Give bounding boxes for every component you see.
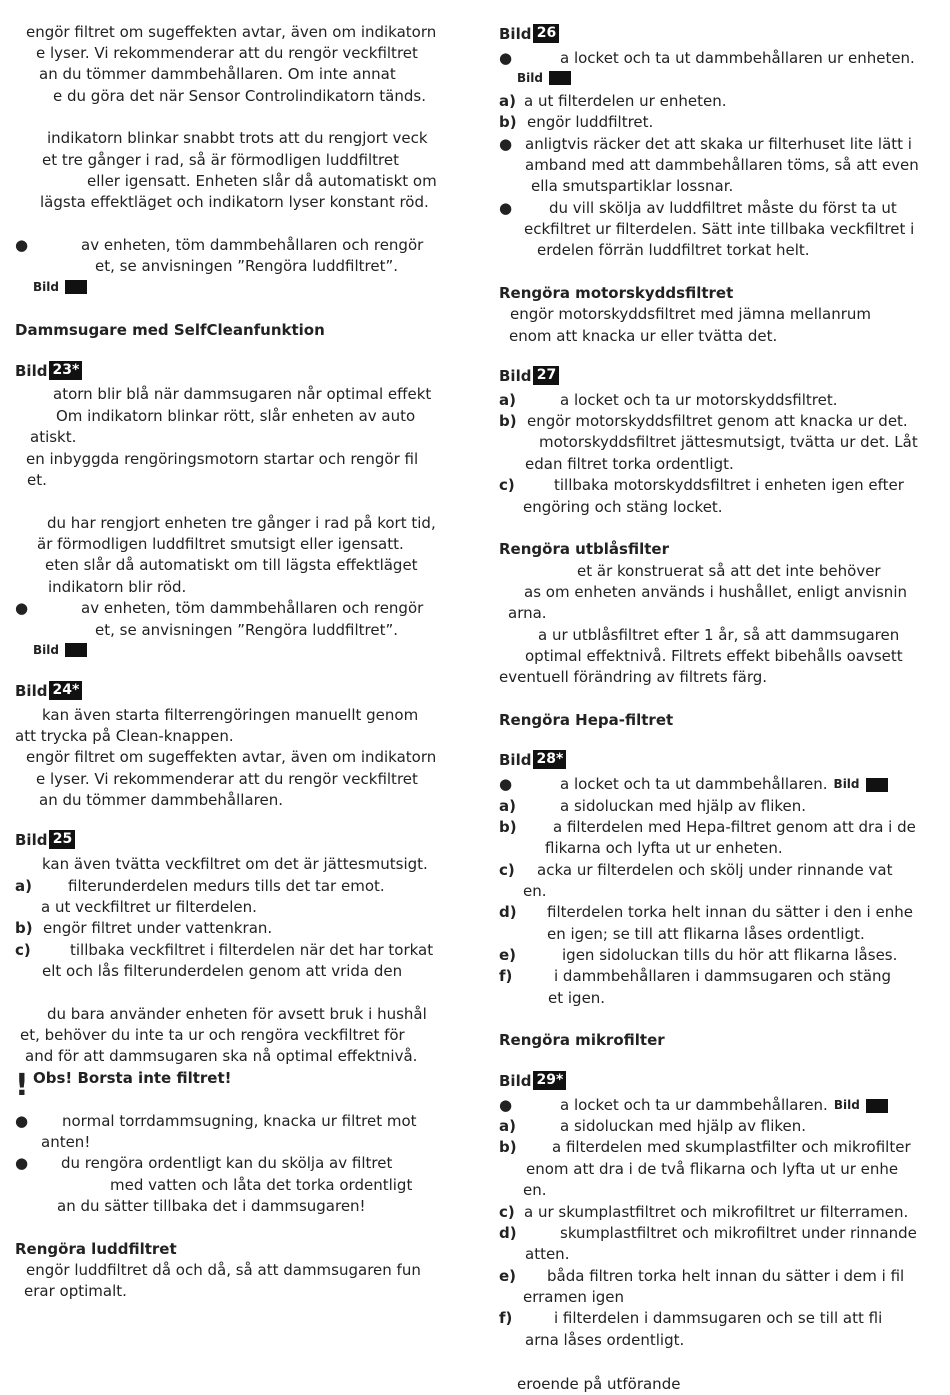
figure-number: 29*: [533, 1071, 566, 1090]
bullet-text: du vill skölja av luddfiltret måste du först ta ut: [549, 199, 897, 217]
paragraph-line: du har rengjort enheten tre gånger i rad på kort tid,: [47, 514, 436, 532]
figure-ref-word: Bild: [517, 71, 543, 85]
step-text: edan filtret torka ordentligt.: [525, 455, 734, 473]
step-text: motorskyddsfiltret jättesmutsigt, tvätta ur det. Låt: [539, 433, 918, 451]
step-label: b): [499, 1138, 517, 1156]
step-label: a): [499, 391, 516, 409]
step-text: filterdelen torka helt innan du sätter i den i enhe: [547, 903, 913, 921]
bullet-text: an du sätter tillbaka det i dammsugaren!: [57, 1197, 366, 1215]
bullet-icon: ●: [15, 1154, 29, 1172]
step-label: b): [499, 412, 517, 430]
bullet-text: anligtvis räcker det att skaka ur filterhuset lite lätt i: [525, 135, 912, 153]
step-label: c): [499, 1203, 515, 1221]
figure-number: 23*: [49, 361, 82, 380]
paragraph-line: atorn blir blå när dammsugaren når optimal effekt: [53, 385, 432, 403]
step-text: elt och lås filterunderdelen genom att vrida den: [42, 962, 403, 980]
paragraph-line: är förmodligen luddfiltret smutsigt eller igensatt.: [37, 535, 404, 553]
paragraph-line: du bara använder enheten för avsett bruk i hushål: [47, 1005, 427, 1023]
paragraph-line: e lyser. Vi rekommenderar att du rengör veckfiltret: [36, 44, 418, 62]
paragraph-line: engör filtret om sugeffekten avtar, även om indikatorn: [26, 748, 437, 766]
figure-ref: [15, 361, 82, 380]
step-text: en igen; se till att flikarna låses ordentligt.: [547, 925, 865, 943]
figure-number: 24*: [49, 681, 82, 700]
figure-ref-word: Bild: [499, 751, 532, 769]
paragraph-line: en inbyggda rengöringsmotorn startar och rengör fil: [26, 450, 419, 468]
paragraph-line: indikatorn blinkar snabbt trots att du rengjort veck: [47, 129, 428, 147]
step-text: flikarna och lyfta ut ur enheten.: [545, 839, 783, 857]
step-text: skumplastfiltret och mikrofiltret under rinnande: [560, 1224, 917, 1242]
section-heading: Rengöra motorskyddsfiltret: [499, 284, 734, 302]
paragraph-line: et, behöver du inte ta ur och rengöra veckfiltret för: [20, 1026, 405, 1044]
bullet-text: ella smutspartiklar lossnar.: [531, 177, 734, 195]
step-label: b): [499, 818, 517, 836]
paragraph-line: et tre gånger i rad, så är förmodligen luddfiltret: [42, 151, 399, 169]
paragraph-line: as om enheten används i hushållet, enligt anvisnin: [524, 583, 907, 601]
step-text: i filterdelen i dammsugaren och se till att fli: [554, 1309, 883, 1327]
step-label: e): [499, 946, 517, 964]
bullet-text: erdelen förrän luddfiltret torkat helt.: [537, 241, 810, 259]
paragraph-line: e lyser. Vi rekommenderar att du rengör veckfiltret: [36, 770, 418, 788]
step-label: c): [499, 861, 515, 879]
warning-icon: !: [15, 1068, 29, 1103]
footnote: eroende på utförande: [517, 1375, 681, 1393]
bullet-text-content: a locket och ta ut dammbehållaren.: [560, 775, 828, 793]
step-text: engöring och stäng locket.: [523, 498, 723, 516]
step-text: filterunderdelen medurs tills det tar emot.: [68, 877, 385, 895]
figure-number-box: [549, 71, 571, 85]
section-heading: Rengöra luddfiltret: [15, 1240, 177, 1258]
paragraph-line: et.: [27, 471, 47, 489]
bullet-text: a locket och ta ut dammbehållaren ur enheten.: [560, 49, 915, 67]
bullet-icon: ●: [15, 599, 29, 617]
bullet-text: eckfiltret ur filterdelen. Sätt inte tillbaka veckfiltret i: [524, 220, 915, 238]
figure-number-box: [866, 1099, 888, 1113]
step-label: a): [499, 1117, 516, 1135]
step-text: a sidoluckan med hjälp av fliken.: [560, 1117, 807, 1135]
step-text: acka ur filterdelen och skölj under rinnande vat: [537, 861, 893, 879]
section-heading: Rengöra utblåsfilter: [499, 540, 669, 558]
step-text: engör luddfiltret.: [527, 113, 654, 131]
paragraph-line: optimal effektnivå. Filtrets effekt bibehålls oavsett: [525, 647, 903, 665]
step-label: b): [499, 113, 517, 131]
step-text: i dammbehållaren i dammsugaren och stäng: [554, 967, 892, 985]
step-label: e): [499, 1267, 517, 1285]
figure-ref-word: Bild: [15, 682, 48, 700]
figure-ref-word: Bild: [833, 1098, 860, 1112]
paragraph-line: engör filtret om sugeffekten avtar, även om indikatorn: [26, 23, 437, 41]
paragraph-line: a ur utblåsfiltret efter 1 år, så att dammsugaren: [538, 626, 900, 644]
figure-ref-word: Bild: [15, 362, 48, 380]
step-text: a sidoluckan med hjälp av fliken.: [560, 797, 807, 815]
paragraph-line: kan även starta filterrengöringen manuellt genom: [42, 706, 419, 724]
paragraph-line: an du tömmer dammbehållaren. Om inte annat: [39, 65, 396, 83]
bullet-text: [560, 774, 888, 795]
figure-ref-small: [834, 774, 888, 795]
figure-number: 25: [49, 830, 75, 849]
step-label: c): [15, 941, 31, 959]
figure-ref: [15, 830, 75, 849]
figure-ref: [499, 24, 559, 43]
step-label: a): [499, 797, 516, 815]
step-text: igen sidoluckan tills du hör att flikarna låses.: [562, 946, 898, 964]
paragraph-line: arna.: [508, 604, 547, 622]
paragraph-line: lägsta effektläget och indikatorn lyser konstant röd.: [40, 193, 429, 211]
bullet-icon: ●: [499, 1096, 513, 1114]
figure-ref: [499, 1071, 566, 1090]
step-label: d): [499, 903, 517, 921]
step-text: arna låses ordentligt.: [525, 1331, 685, 1349]
paragraph-line: an du tömmer dammbehållaren.: [39, 791, 283, 809]
step-text: enom att dra i de två flikarna och lyfta ut ur enhe: [526, 1160, 899, 1178]
bullet-icon: ●: [15, 236, 29, 254]
paragraph-line: and för att dammsugaren ska nå optimal effektnivå.: [25, 1047, 418, 1065]
step-text: a ut veckfiltret ur filterdelen.: [41, 898, 257, 916]
bullet-text: amband med att dammbehållaren töms, så att even: [525, 156, 919, 174]
step-text: a ut filterdelen ur enheten.: [524, 92, 727, 110]
bullet-text: av enheten, töm dammbehållaren och rengör: [81, 599, 424, 617]
figure-ref-word: Bild: [33, 643, 59, 657]
step-text: en.: [523, 1181, 547, 1199]
bullet-text: normal torrdammsugning, knacka ur filtret mot: [62, 1112, 417, 1130]
figure-ref: [499, 366, 559, 385]
paragraph-line: kan även tvätta veckfiltret om det är jättesmutsigt.: [42, 855, 428, 873]
step-text: engör motorskyddsfiltret genom att knacka ur det.: [527, 412, 908, 430]
paragraph-line: Om indikatorn blinkar rött, slår enheten av auto: [56, 407, 416, 425]
paragraph-line: atiskt.: [30, 428, 77, 446]
step-label: c): [499, 476, 515, 494]
paragraph-line: et är konstruerat så att det inte behöver: [577, 562, 881, 580]
figure-ref-small: [517, 71, 571, 85]
bullet-icon: ●: [499, 199, 513, 217]
figure-ref-word: Bild: [499, 367, 532, 385]
paragraph-line: erar optimalt.: [24, 1282, 127, 1300]
figure-ref-small: [33, 280, 87, 294]
bullet-text: med vatten och låta det torka ordentligt: [110, 1176, 413, 1194]
paragraph-line: e du göra det när Sensor Controlindikatorn tänds.: [53, 87, 426, 105]
figure-ref-word: Bild: [15, 831, 48, 849]
step-text: tillbaka motorskyddsfiltret i enheten igen efter: [554, 476, 904, 494]
bullet-icon: ●: [499, 775, 513, 793]
bullet-text: et, se anvisningen ”Rengöra luddfiltret”.: [95, 621, 399, 639]
paragraph-line: enom att knacka ur eller tvätta det.: [509, 327, 778, 345]
bullet-text: du rengöra ordentligt kan du skölja av filtret: [61, 1154, 393, 1172]
step-label: a): [499, 92, 516, 110]
step-text: atten.: [525, 1245, 570, 1263]
step-text: a filterdelen med Hepa-filtret genom att dra i de: [553, 818, 916, 836]
step-text: engör filtret under vattenkran.: [43, 919, 273, 937]
figure-number: 26: [533, 24, 559, 43]
bullet-text: av enheten, töm dammbehållaren och rengör: [81, 236, 424, 254]
figure-number-box: [65, 643, 87, 657]
warning-text: Obs! Borsta inte filtret!: [33, 1069, 232, 1087]
step-text: båda filtren torka helt innan du sätter i dem i fil: [547, 1267, 905, 1285]
bullet-text: [560, 1095, 888, 1116]
step-text: erramen igen: [523, 1288, 625, 1306]
bullet-icon: ●: [499, 135, 513, 153]
step-label: b): [15, 919, 33, 937]
step-text: tillbaka veckfiltret i filterdelen när det har torkat: [70, 941, 434, 959]
step-label: a): [15, 877, 32, 895]
step-text: a filterdelen med skumplastfilter och mikrofilter: [552, 1138, 911, 1156]
figure-ref: [499, 750, 566, 769]
step-text: a ur skumplastfiltret och mikrofiltret ur filterramen.: [524, 1203, 909, 1221]
figure-number: 28*: [533, 750, 566, 769]
figure-ref-word: Bild: [499, 25, 532, 43]
bullet-text: anten!: [41, 1133, 91, 1151]
bullet-text-content: a locket och ta ur dammbehållaren.: [560, 1096, 828, 1114]
bullet-icon: ●: [15, 1112, 29, 1130]
figure-ref-small: [834, 1095, 888, 1116]
paragraph-line: eller igensatt. Enheten slår då automatiskt om: [87, 172, 437, 190]
step-text: en.: [523, 882, 547, 900]
paragraph-line: engör luddfiltret då och då, så att dammsugaren fun: [26, 1261, 421, 1279]
step-label: f): [499, 1309, 513, 1327]
bullet-text: et, se anvisningen ”Rengöra luddfiltret”.: [95, 257, 399, 275]
section-heading: Dammsugare med SelfCleanfunktion: [15, 321, 325, 339]
paragraph-line: engör motorskyddsfiltret med jämna mellanrum: [510, 305, 872, 323]
paragraph-line: indikatorn blir röd.: [48, 578, 187, 596]
figure-ref-small: [33, 643, 87, 657]
figure-ref-word: Bild: [33, 280, 59, 294]
figure-ref-word: Bild: [499, 1072, 532, 1090]
figure-number-box: [65, 280, 87, 294]
figure-number: 27: [533, 366, 559, 385]
section-heading: Rengöra Hepa-filtret: [499, 711, 674, 729]
step-label: f): [499, 967, 513, 985]
figure-ref: [15, 681, 82, 700]
figure-ref-word: Bild: [833, 777, 860, 791]
step-text: a locket och ta ur motorskyddsfiltret.: [560, 391, 838, 409]
paragraph-line: att trycka på Clean-knappen.: [15, 727, 234, 745]
step-label: d): [499, 1224, 517, 1242]
step-text: et igen.: [548, 989, 606, 1007]
figure-number-box: [866, 778, 888, 792]
section-heading: Rengöra mikrofilter: [499, 1031, 665, 1049]
paragraph-line: eten slår då automatiskt om till lägsta effektläget: [45, 556, 418, 574]
paragraph-line: eventuell förändring av filtrets färg.: [499, 668, 768, 686]
bullet-icon: ●: [499, 49, 513, 67]
